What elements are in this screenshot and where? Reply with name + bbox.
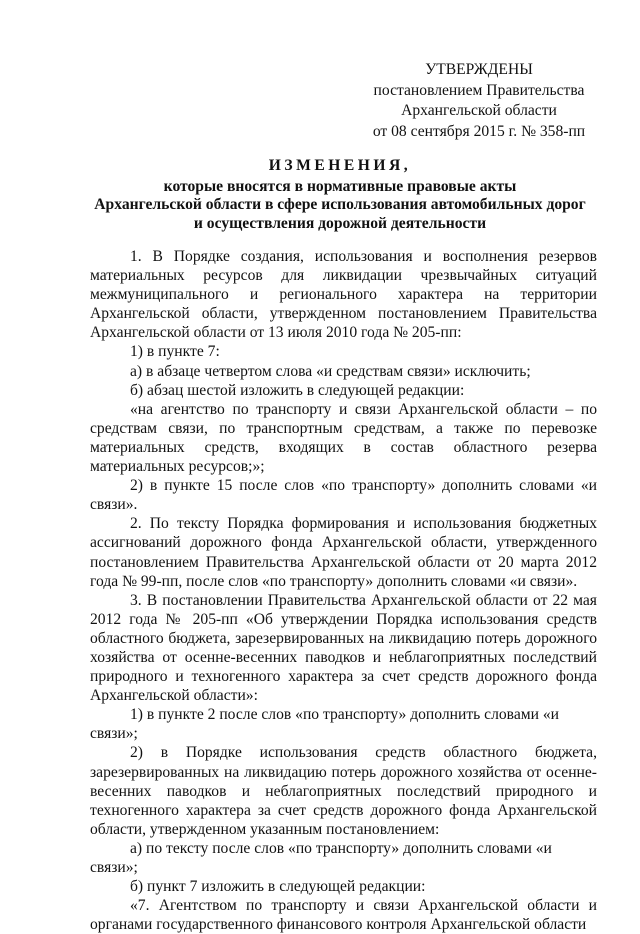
- paragraph: 2) в Порядке использования средств областного бюджета, зарезервированных на ликвидацию потерь дорожного хозяйства от осенне-весенних паводков и неблагоприятных последствий природного и техногенного характера за счет средств дорожного фонда Архангельской области, утвержденном указанным постановлением:: [90, 744, 597, 838]
- paragraph: «7. Агентством по транспорту и связи Архангельской области и органами государственного финансового контроля Архангельской области: [90, 897, 597, 934]
- document-body: [90, 247, 597, 934]
- paragraph: 2) в пункте 15 после слов «по транспорту» дополнить словами «и связи».: [90, 477, 597, 514]
- paragraph: 1) в пункте 7:: [130, 343, 220, 361]
- paragraph: б) пункт 7 изложить в следующей редакции:: [130, 878, 426, 896]
- approval-line: постановлением Правительства: [373, 81, 585, 99]
- paragraph: 1) в пункте 2 после слов «по транспорту» дополнить словами «и связи»;: [90, 706, 559, 743]
- title-line: которые вносятся в нормативные правовые акты: [163, 177, 517, 195]
- approval-line: Архангельской области: [401, 102, 557, 119]
- document-title: [80, 157, 600, 233]
- paragraph: 2. По тексту Порядка формирования и использования бюджетных ассигнований дорожного фонда Архангельской области, утвержденного постановлением Правительства Архангельской области от 20 марта 2012 года № 99-пп, после слов «по транспорту» дополнить словами «и связи».: [90, 515, 597, 590]
- title-line: и осуществления дорожной деятельности: [193, 214, 487, 232]
- title-heading: ИЗМЕНЕНИЯ,: [268, 157, 412, 174]
- paragraph: б) абзац шестой изложить в следующей редакции:: [130, 381, 465, 399]
- paragraph: «на агентство по транспорту и связи Архангельской области – по средствам связи, по транспортным средствам, а также по перевозке материальных средств, входящих в состав областного резерва материальных ресурсов;»;: [90, 400, 597, 476]
- approval-stamp: [360, 60, 598, 142]
- title-line: Архангельской области в сфере использования автомобильных дорог: [94, 196, 586, 213]
- paragraph: а) в абзаце четвертом слова «и средствам связи» исключить;: [130, 362, 531, 380]
- approval-heading: УТВЕРЖДЕНЫ: [425, 61, 533, 78]
- approval-date: от 08 сентября 2015 г. № 358-пп: [372, 122, 586, 140]
- paragraph: 3. В постановлении Правительства Архангельской области от 22 мая 2012 года № 205-пп «Об утверждении Порядка использования средств областного бюджета, зарезервированных на ликвидацию потерь дорожного хозяйства от осенне-весенних паводков и неблагоприятных последствий природного и техногенного характера за счет средств дорожного фонда Архангельской области»:: [90, 591, 597, 705]
- paragraph: а) по тексту после слов «по транспорту» дополнить словами «и связи»;: [90, 839, 552, 876]
- paragraph: 1. В Порядке создания, использования и восполнения резервов материальных ресурсов для ликвидации чрезвычайных ситуаций межмуниципального и регионального характера на территории Архангельской области, утвержденном постановлением Правительства Архангельской области от 13 июля 2010 года № 205-пп:: [90, 248, 597, 342]
